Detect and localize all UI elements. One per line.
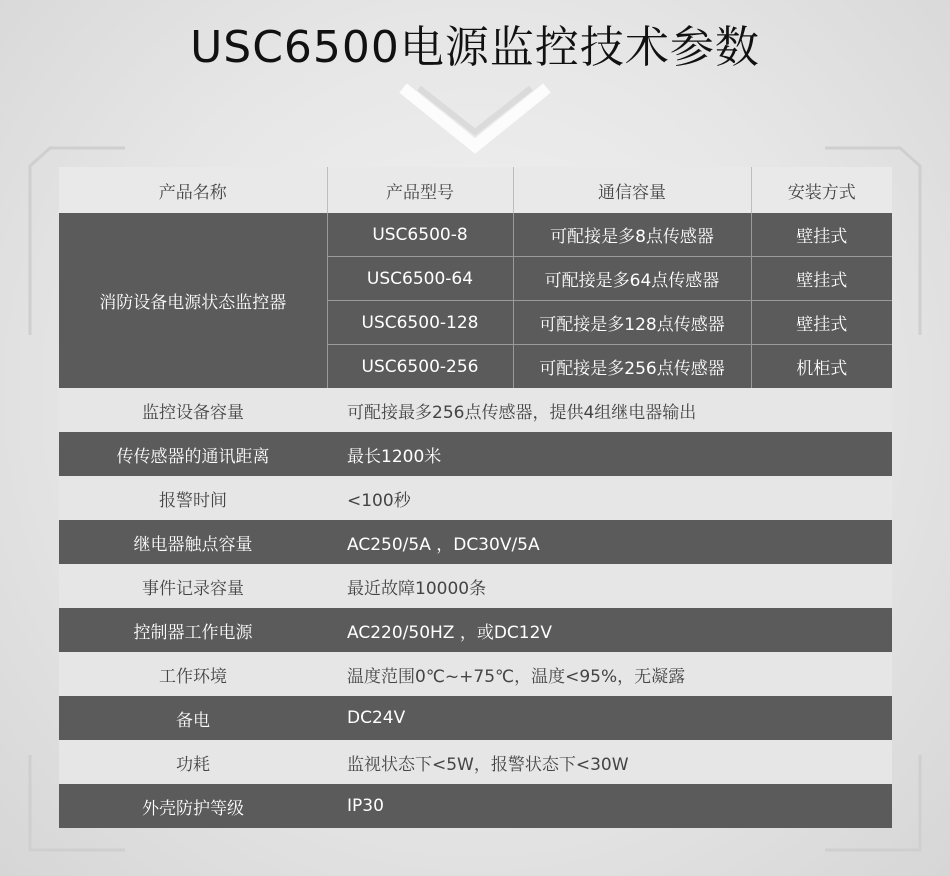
table-row (59, 213, 892, 257)
spec-value: 监视状态下<5W，报警状态下<30W (327, 740, 892, 784)
spec-label: 功耗 (59, 740, 327, 784)
spec-label: 工作环境 (59, 652, 327, 696)
table-row (59, 564, 892, 608)
product-name-cell: 消防设备电源状态监控器 (59, 213, 327, 388)
capacity-cell: 可配接是多8点传感器 (513, 213, 751, 257)
model-cell: USC6500-8 (327, 213, 513, 257)
model-cell: USC6500-64 (327, 257, 513, 301)
header-product-name: 产品名称 (59, 167, 327, 213)
table-row (59, 388, 892, 432)
spec-label: 继电器触点容量 (59, 520, 327, 564)
spec-value: AC250/5A ，DC30V/5A (327, 520, 892, 564)
install-cell: 壁挂式 (751, 257, 892, 301)
table-row (59, 476, 892, 520)
install-cell: 机柜式 (751, 345, 892, 389)
chevron-down-icon (395, 82, 555, 162)
table-row (59, 784, 892, 828)
spec-value: IP30 (327, 784, 892, 828)
spec-value: AC220/50HZ ，或DC12V (327, 608, 892, 652)
spec-label: 控制器工作电源 (59, 608, 327, 652)
table-row (59, 696, 892, 740)
table-row (59, 740, 892, 784)
spec-value: 温度范围0℃~+75℃，温度<95%，无凝露 (327, 652, 892, 696)
model-cell: USC6500-256 (327, 345, 513, 389)
spec-label: 事件记录容量 (59, 564, 327, 608)
capacity-cell: 可配接是多64点传感器 (513, 257, 751, 301)
spec-label: 备电 (59, 696, 327, 740)
spec-label: 监控设备容量 (59, 388, 327, 432)
install-cell: 壁挂式 (751, 301, 892, 345)
spec-table (59, 167, 892, 828)
spec-value: 最近故障10000条 (327, 564, 892, 608)
capacity-cell: 可配接是多256点传感器 (513, 345, 751, 389)
header-product-model: 产品型号 (327, 167, 513, 213)
capacity-cell: 可配接是多128点传感器 (513, 301, 751, 345)
table-row (59, 608, 892, 652)
spec-label: 外壳防护等级 (59, 784, 327, 828)
spec-value: <100秒 (327, 476, 892, 520)
spec-value: 最长1200米 (327, 432, 892, 476)
spec-value: DC24V (327, 696, 892, 740)
page-title: USC6500电源监控技术参数 (190, 22, 760, 73)
install-cell: 壁挂式 (751, 213, 892, 257)
table-row (59, 520, 892, 564)
spec-value: 可配接最多256点传感器，提供4组继电器输出 (327, 388, 892, 432)
table-row (59, 432, 892, 476)
spec-label: 报警时间 (59, 476, 327, 520)
table-header-row (59, 167, 892, 213)
header-install-method: 安装方式 (751, 167, 892, 213)
model-cell: USC6500-128 (327, 301, 513, 345)
table-row (59, 652, 892, 696)
spec-label: 传传感器的通讯距离 (59, 432, 327, 476)
header-comm-capacity: 通信容量 (513, 167, 751, 213)
